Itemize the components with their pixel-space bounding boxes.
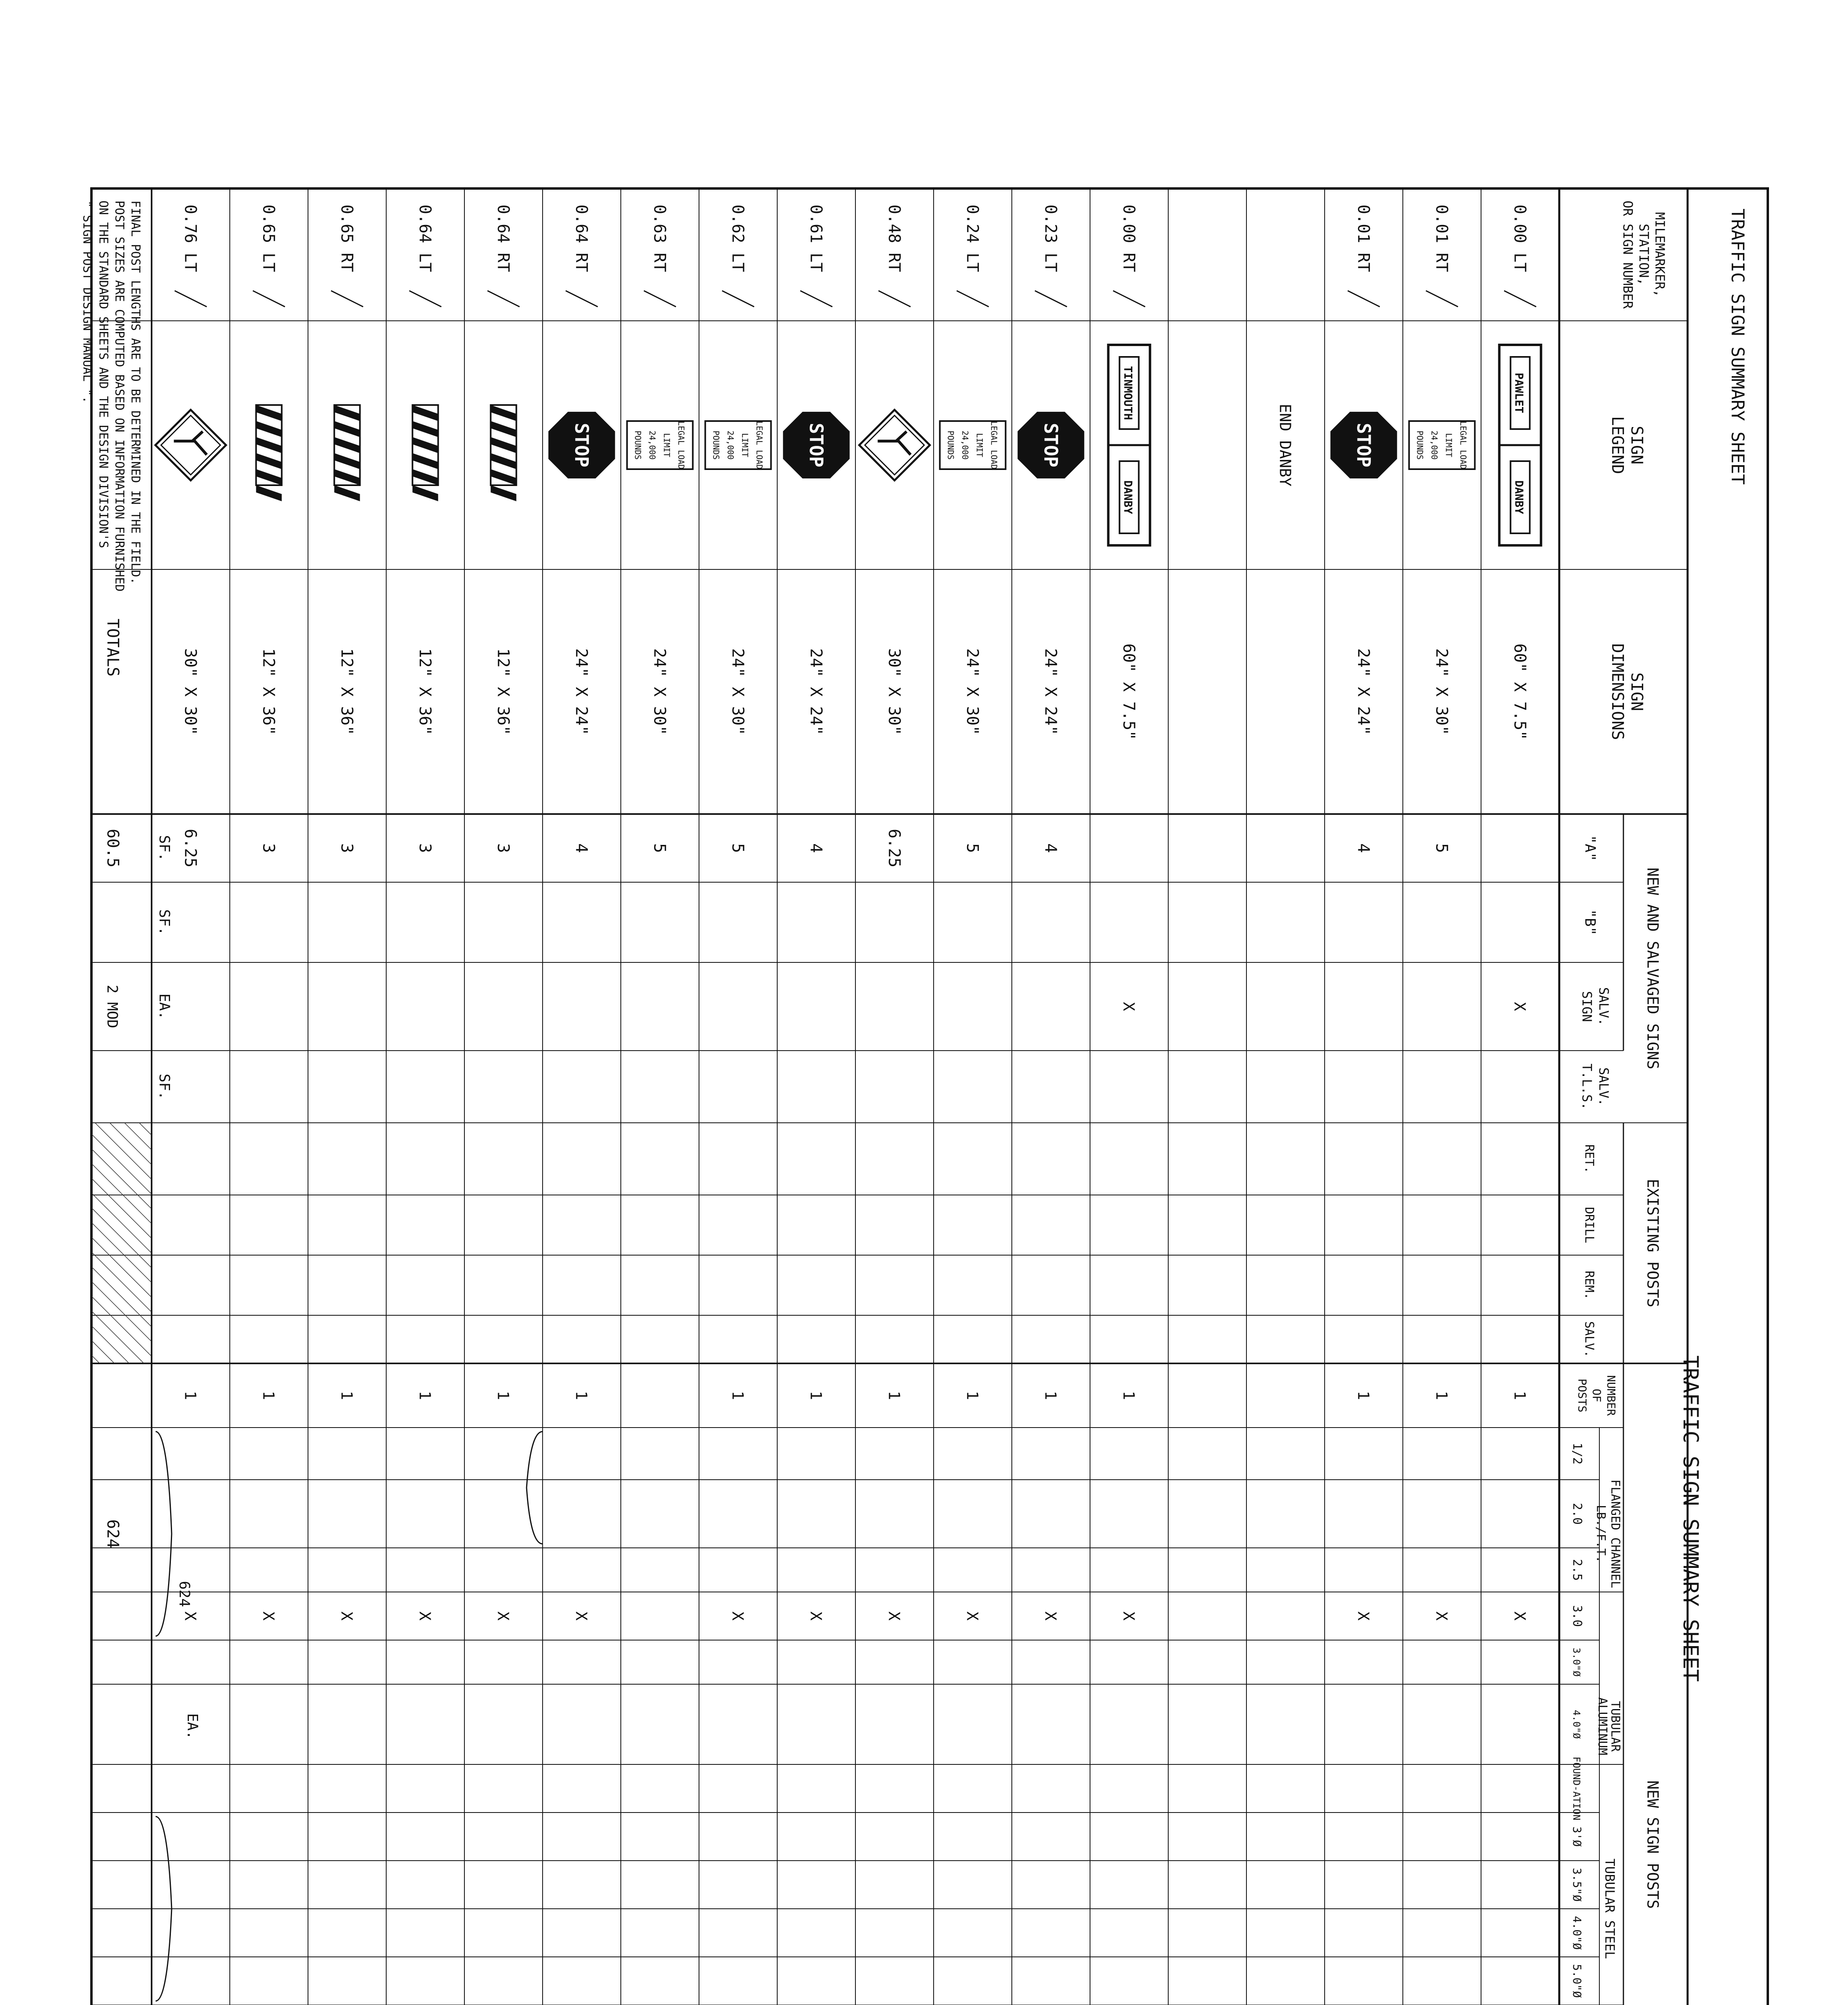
header-tubular-steel: TUBULAR STEEL	[1602, 1858, 1617, 1959]
milemarker: 0.65 LT	[259, 205, 278, 272]
qty-a: 5	[1432, 843, 1451, 853]
header-milemarker: STATION,	[1636, 223, 1651, 286]
flanged-3-0: X	[1042, 1611, 1060, 1621]
milemarker: 0.64 RT	[572, 205, 591, 272]
sheet-title-top: TRAFFIC SIGN SUMMARY SHEET	[1727, 209, 1748, 485]
flanged-3-0: X	[259, 1611, 278, 1621]
header-new-salvaged-signs: NEW AND SALVAGED SIGNS	[1644, 867, 1662, 1069]
legal-load-text: LIMIT	[662, 433, 672, 458]
totals-label: TOTALS	[103, 618, 122, 677]
number-of-posts: 1	[494, 1391, 512, 1400]
sign-dimensions: 12" X 36"	[337, 648, 356, 735]
header-sign-dimensions: SIGN	[1627, 672, 1646, 711]
flanged-3-0: X	[1354, 1611, 1372, 1621]
town-name-right: DANBY	[1121, 480, 1135, 514]
unit-ea-salv: EA.	[156, 993, 172, 1020]
sign-dimensions: 24" X 30"	[1432, 648, 1451, 735]
qty-a: 3	[494, 843, 513, 853]
sign-dimensions: 24" X 30"	[963, 648, 982, 735]
qty-a: 6.25	[885, 828, 904, 868]
sheet-title-center: TRAFFIC SIGN SUMMARY SHEET	[1678, 1355, 1702, 1682]
flanged-3-0: X	[1120, 1611, 1138, 1621]
header-milemarker: MILEMARKER,	[1652, 212, 1668, 297]
legal-load-text: POUNDS	[1415, 430, 1425, 460]
header-existing-col: DRILL	[1582, 1207, 1596, 1244]
milemarker: 0.76 LT	[181, 205, 200, 272]
header-salv-sign: SIGN	[1579, 991, 1595, 1022]
sign-dimensions: 12" X 36"	[259, 648, 278, 735]
legal-load-text: 24,000	[1429, 430, 1439, 460]
sign-dimensions: 24" X 24"	[806, 648, 825, 735]
qty-a: 4	[1354, 843, 1373, 853]
header-flanged-col: 2.5	[1570, 1559, 1584, 1581]
flanged-3-0: X	[1511, 1611, 1529, 1621]
legend-text: END DANBY	[1276, 404, 1294, 486]
sign-dimensions: 12" X 36"	[494, 648, 513, 735]
qty-a: 4	[1041, 843, 1060, 853]
flanged-3-0: X	[885, 1611, 903, 1621]
sign-dimensions: 24" X 30"	[728, 648, 747, 735]
legal-load-text: LEGAL LOAD	[754, 421, 764, 470]
header-tubular-aluminum: TUBULAR	[1608, 1701, 1622, 1752]
number-of-posts: 1	[963, 1391, 981, 1400]
header-flanged-channel: FLANGED CHANNEL	[1608, 1479, 1622, 1588]
milemarker: 0.01 RT	[1354, 205, 1373, 272]
milemarker: 0.23 LT	[1041, 205, 1060, 272]
stop-sign-text: STOP	[1040, 423, 1062, 468]
legal-load-text: LEGAL LOAD	[989, 421, 999, 470]
milemarker: 0.62 LT	[728, 205, 747, 272]
qty-a: 5	[728, 843, 747, 853]
number-of-posts: 1	[885, 1391, 903, 1400]
qty-a: 5	[650, 843, 669, 853]
note-line: ON THE STANDARD SHEETS AND THE DESIGN DIVISION'S	[96, 200, 110, 548]
sign-dimensions: 60" X 7.5"	[1119, 643, 1138, 740]
header-number-of-posts: OF	[1590, 1389, 1603, 1402]
milemarker: 0.63 RT	[650, 205, 669, 272]
number-of-posts: 1	[1042, 1391, 1060, 1400]
header-salv-tls: T.L.S.	[1579, 1063, 1595, 1110]
qty-a: 6.25	[181, 828, 200, 868]
header-sign-legend: LEGEND	[1608, 416, 1627, 474]
header-number-of-posts: NUMBER	[1605, 1375, 1618, 1416]
unit-ea-tubular: EA.	[184, 1713, 201, 1740]
flanged-3-0: X	[416, 1611, 434, 1621]
header-milemarker: OR SIGN NUMBER	[1620, 200, 1635, 309]
milemarker: 0.48 RT	[885, 205, 904, 272]
qty-a: 3	[337, 843, 356, 853]
qty-salv-sign: X	[1120, 1002, 1138, 1011]
sign-dimensions: 30" X 30"	[181, 648, 200, 735]
qty-a: 3	[415, 843, 434, 853]
town-name-left: PAWLET	[1512, 373, 1526, 413]
legal-load-text: LIMIT	[975, 433, 985, 458]
number-of-posts: 1	[1511, 1391, 1529, 1400]
header-new-sign-posts: NEW SIGN POSTS	[1644, 1780, 1662, 1909]
number-of-posts: 1	[1120, 1391, 1138, 1400]
header-number-of-posts: POSTS	[1576, 1378, 1589, 1413]
flanged-3-0: X	[963, 1611, 981, 1621]
number-of-posts: 1	[259, 1391, 278, 1400]
milemarker: 0.01 RT	[1432, 205, 1451, 272]
header-b: "B"	[1582, 909, 1598, 936]
unit-sf-b: SF.	[156, 909, 172, 936]
number-of-posts: 1	[181, 1391, 199, 1400]
legal-load-text: LIMIT	[740, 433, 750, 458]
sign-dimensions: 24" X 24"	[1354, 648, 1373, 735]
milemarker: 0.00 RT	[1119, 205, 1138, 272]
flanged-3-0: X	[807, 1611, 825, 1621]
number-of-posts: 1	[807, 1391, 825, 1400]
stop-sign-text: STOP	[571, 423, 593, 468]
legal-load-text: 24,000	[647, 430, 657, 460]
sign-dimensions: 24" X 24"	[1041, 648, 1060, 735]
qty-a: 5	[963, 843, 982, 853]
unit-sf-a: SF.	[156, 835, 172, 861]
milemarker: 0.24 LT	[963, 205, 982, 272]
milemarker: 0.00 LT	[1510, 205, 1529, 272]
sign-dimensions: 24" X 24"	[572, 648, 591, 735]
flanged-3-0: X	[1433, 1611, 1451, 1621]
town-name-left: TINMOUTH	[1121, 366, 1135, 420]
header-sign-legend: SIGN	[1627, 425, 1646, 465]
header-tubular-steel-col: 5.0"Ø	[1570, 1964, 1584, 1998]
flanged-3-0: X	[338, 1611, 356, 1621]
number-of-posts: 1	[1354, 1391, 1372, 1400]
hatched-cell	[91, 1123, 152, 1363]
header-tubular-aluminum: ALUMINUM	[1595, 1697, 1609, 1756]
legal-load-text: 24,000	[725, 430, 736, 460]
legal-load-text: POUNDS	[946, 430, 956, 460]
header-flanged-col: 2.0	[1570, 1503, 1584, 1525]
qty-salv-sign: X	[1511, 1002, 1529, 1011]
header-flanged-col: 1/2	[1570, 1442, 1584, 1465]
unit-sf-tls: SF.	[156, 1073, 172, 1100]
header-existing-col: REM.	[1582, 1270, 1596, 1300]
stop-sign-text: STOP	[1353, 423, 1375, 468]
qty-a: 4	[572, 843, 591, 853]
total-flanged-channel: 624	[103, 1519, 122, 1549]
number-of-posts: 1	[1433, 1391, 1451, 1400]
sign-dimensions: 12" X 36"	[415, 648, 434, 735]
header-a: "A"	[1582, 835, 1598, 861]
header-flanged-col: 3.0	[1570, 1605, 1584, 1627]
flanged-3-0: X	[729, 1611, 747, 1621]
milemarker: 0.61 LT	[806, 205, 825, 272]
header-tubular-al-col: FOUND-ATION	[1571, 1756, 1582, 1821]
header-salv-sign: SALV.	[1596, 987, 1611, 1026]
note-line: FINAL POST LENGTHS ARE TO BE DETERMINED IN THE FIELD.	[128, 200, 142, 585]
legal-load-text: POUNDS	[633, 430, 643, 460]
legal-load-text: LEGAL LOAD	[676, 421, 686, 470]
number-of-posts: 1	[416, 1391, 434, 1400]
legal-load-text: LEGAL LOAD	[1458, 421, 1468, 470]
sign-dimensions: 24" X 30"	[650, 648, 669, 735]
total-a: 60.5	[103, 828, 122, 868]
header-existing-posts: EXISTING POSTS	[1644, 1179, 1662, 1308]
town-name-right: DANBY	[1512, 480, 1526, 514]
flanged-3-0: X	[494, 1611, 512, 1621]
header-tubular-al-col: 3.0"Ø	[1571, 1647, 1582, 1677]
header-salv-tls: SALV.	[1596, 1067, 1611, 1106]
header-existing-col: RET.	[1582, 1144, 1596, 1174]
sign-dimensions: 30" X 30"	[885, 648, 904, 735]
number-of-posts: 1	[338, 1391, 356, 1400]
number-of-posts: 1	[729, 1391, 747, 1400]
flanged-bracket-total: 624	[176, 1581, 192, 1607]
header-tubular-steel-col: 3.5"Ø	[1570, 1867, 1584, 1902]
total-salv-sign: 2 MOD	[104, 984, 120, 1029]
qty-a: 3	[259, 843, 278, 853]
stop-sign-text: STOP	[805, 423, 827, 468]
header-tubular-steel-col: 4.0"Ø	[1570, 1916, 1584, 1950]
header-tubular-steel-col: 3'Ø	[1570, 1826, 1584, 1847]
sign-dimensions: 60" X 7.5"	[1510, 643, 1529, 740]
flanged-3-0: X	[181, 1611, 199, 1621]
flanged-3-0: X	[572, 1611, 590, 1621]
milemarker: 0.64 RT	[494, 205, 513, 272]
note-line: " SIGN POST DESIGN MANUAL ".	[80, 200, 94, 403]
legal-load-text: 24,000	[960, 430, 970, 460]
legal-load-text: POUNDS	[711, 430, 721, 460]
header-tubular-al-col: 4.0"Ø	[1571, 1709, 1582, 1739]
qty-a: 4	[806, 843, 825, 853]
milemarker: 0.65 RT	[337, 205, 356, 272]
header-flanged-channel: LB./F.T.	[1594, 1505, 1608, 1563]
number-of-posts: 1	[572, 1391, 590, 1400]
table-row	[1277, 404, 1294, 486]
milemarker: 0.64 LT	[415, 205, 434, 272]
header-existing-col: SALV.	[1582, 1321, 1596, 1358]
note-line: POST SIZES ARE COMPUTED BASED ON INFORMATION FURNISHED	[112, 200, 126, 592]
legal-load-text: LIMIT	[1444, 433, 1454, 458]
header-sign-dimensions: DIMENSIONS	[1608, 643, 1627, 740]
